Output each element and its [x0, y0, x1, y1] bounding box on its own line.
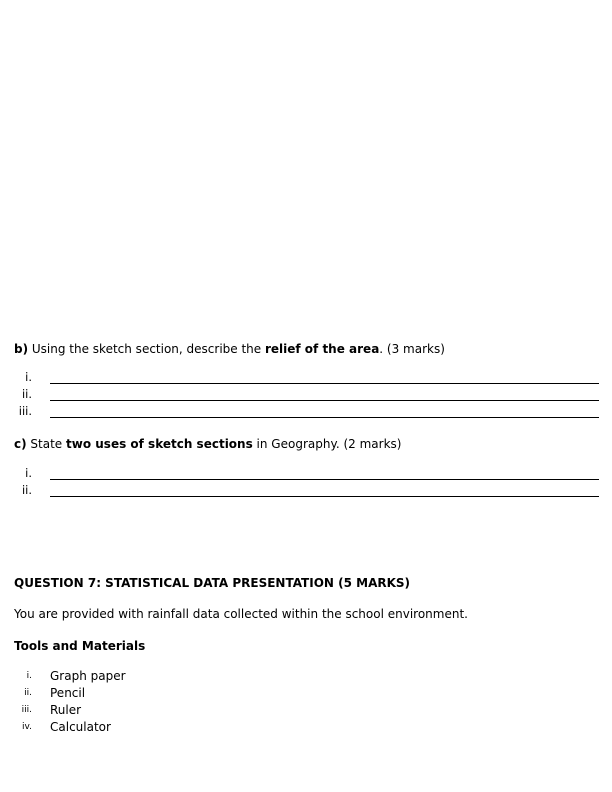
question-c-text-end: in Geography. (2 marks) [252, 437, 402, 451]
question-b-emphasis: relief of the area [264, 342, 380, 356]
answer-c-numeral-2: ii. [21, 483, 32, 497]
tool-item-calculator: Calculator [50, 720, 111, 734]
tools-heading: Tools and Materials [14, 639, 146, 653]
tool-numeral-3: iii. [21, 705, 32, 715]
tool-item-graph-paper: Graph paper [50, 669, 126, 683]
tool-item-ruler: Ruler [50, 703, 82, 717]
tool-numeral-2: ii. [24, 688, 32, 698]
tool-numeral-4: iv. [22, 722, 32, 732]
question-b-text-end: . (3 marks) [379, 342, 445, 356]
answer-c-line-2[interactable] [50, 496, 599, 497]
answer-b-numeral-1: i. [25, 370, 32, 384]
tool-item-pencil: Pencil [50, 686, 86, 700]
question-c-prompt [14, 437, 401, 451]
answer-b-line-1[interactable] [50, 383, 599, 384]
question-b-prompt [14, 342, 445, 356]
question-b-text-start: Using the sketch section, describe the [28, 342, 265, 356]
answer-b-line-2[interactable] [50, 400, 599, 401]
tool-numeral-1: i. [26, 671, 32, 681]
question-c-emphasis: two uses of sketch sections [66, 437, 253, 451]
question-7-heading: QUESTION 7: STATISTICAL DATA PRESENTATION (5 MARKS) [14, 576, 411, 590]
question-c-text-start: State [26, 437, 67, 451]
question-b-label: b) [14, 342, 29, 356]
answer-c-line-1[interactable] [50, 479, 599, 480]
answer-b-numeral-3: iii. [18, 404, 32, 418]
answer-b-line-3[interactable] [50, 417, 599, 418]
question-7-intro: You are provided with rainfall data collected within the school environment. [14, 607, 468, 621]
question-c-label: c) [14, 437, 27, 451]
answer-b-numeral-2: ii. [21, 387, 32, 401]
answer-c-numeral-1: i. [25, 466, 32, 480]
